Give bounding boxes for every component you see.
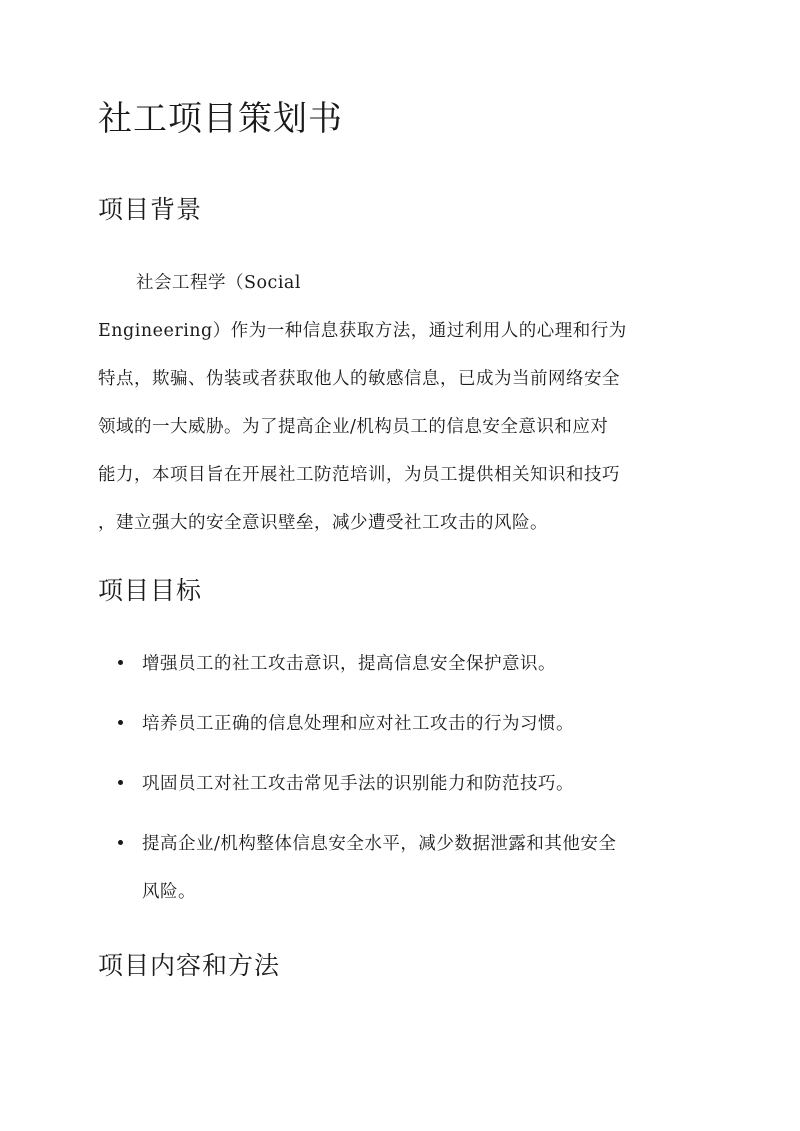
- paragraph-line: 特点，欺骗、伪装或者获取他人的敏感信息，已成为当前网络安全: [98, 369, 620, 389]
- list-item: [98, 760, 708, 808]
- section-heading-goals: 项目目标: [98, 576, 203, 605]
- list-item: [98, 640, 708, 688]
- list-item-text: 培养员工正确的信息处理和应对社工攻击的行为习惯。: [142, 714, 574, 734]
- section-heading-content-methods: 项目内容和方法: [98, 951, 281, 980]
- document-title: 社工项目策划书: [98, 99, 343, 139]
- goals-list: [98, 640, 708, 928]
- bullet-dot-icon: [118, 660, 123, 665]
- paragraph-line: 社会工程学（Social: [136, 273, 301, 293]
- paragraph-line: 能力，本项目旨在开展社工防范培训，为员工提供相关知识和技巧: [98, 465, 620, 485]
- list-item-text: 风险。: [142, 882, 196, 902]
- section-heading-background: 项目背景: [98, 195, 203, 224]
- list-item-text: 巩固员工对社工攻击常见手法的识别能力和防范技巧。: [142, 774, 574, 794]
- bullet-dot-icon: [118, 780, 123, 785]
- list-item: [98, 700, 708, 748]
- paragraph-line: ，建立强大的安全意识壁垒，减少遭受社工攻击的风险。: [98, 513, 548, 533]
- list-item: [98, 820, 708, 916]
- bullet-dot-icon: [118, 840, 123, 845]
- list-item-text: 提高企业/机构整体信息安全水平，减少数据泄露和其他安全: [142, 834, 617, 854]
- bullet-dot-icon: [118, 720, 123, 725]
- background-paragraph: [98, 259, 708, 547]
- list-item-text: 增强员工的社工攻击意识，提高信息安全保护意识。: [142, 654, 556, 674]
- paragraph-line: 领域的一大威胁。为了提高企业/机构员工的信息安全意识和应对: [98, 417, 609, 437]
- paragraph-line: Engineering）作为一种信息获取方法，通过利用人的心理和行为: [98, 321, 627, 341]
